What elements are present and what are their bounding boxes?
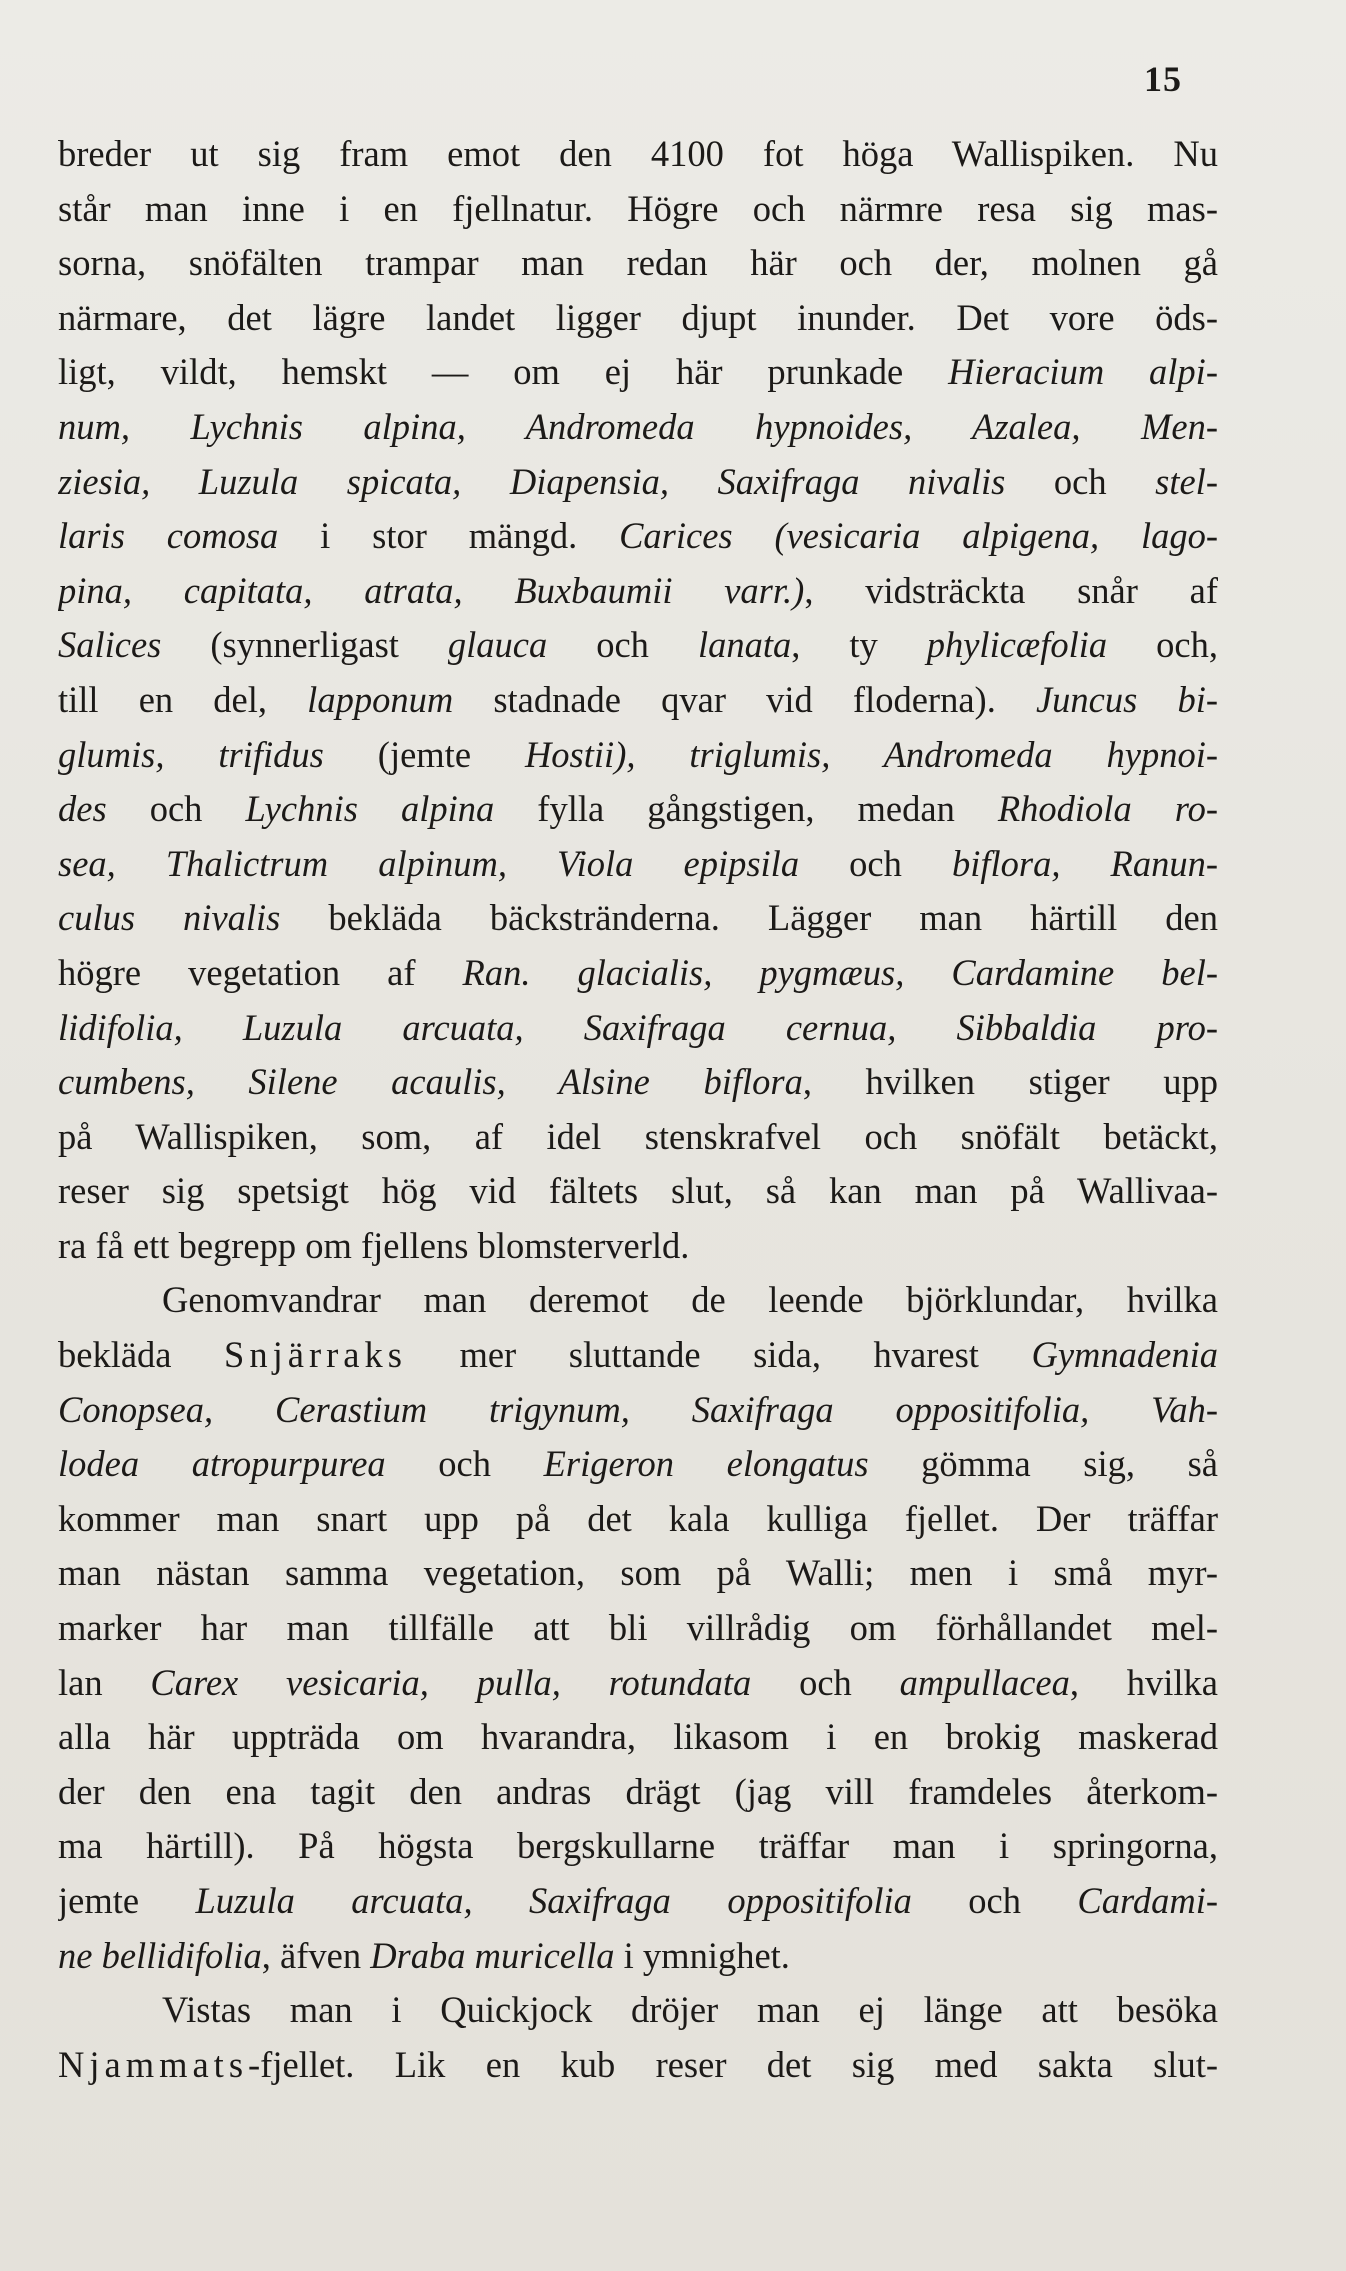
italic-text: Carices (vesicaria alpigena, lago-: [619, 515, 1218, 557]
text-segment: man nästan samma vegetation, som på Walli; men i små myr-: [58, 1552, 1218, 1594]
text-line: [58, 1219, 1218, 1274]
italic-text: Luzula arcuata, Saxifraga oppositifolia: [195, 1880, 912, 1921]
text-line: [58, 1164, 1218, 1219]
text-segment: ma härtill). På högsta bergskullarne träffar man i springorna,: [58, 1825, 1218, 1867]
text-line: [58, 837, 1218, 892]
italic-text: Ran. glacialis, pygmæus, Cardamine bel-: [462, 951, 1218, 993]
italic-text: lidifolia, Luzula arcuata, Saxifraga cernua, Sibbaldia pro-: [58, 1006, 1218, 1048]
text-segment: marker har man tillfälle att bli villrådig om förhållandet mel-: [58, 1607, 1218, 1649]
text-line: [58, 1656, 1218, 1711]
text-line: [58, 1492, 1218, 1547]
text-segment: och: [911, 1880, 1078, 1921]
text-segment: högre vegetation af: [58, 951, 463, 993]
italic-text: laris comosa: [58, 515, 279, 557]
text-segment: till en del,: [58, 678, 308, 720]
text-segment: ligt, vildt, hemskt — om ej här prunkade: [58, 351, 949, 393]
text-segment: mer sluttande sida, hvarest: [406, 1334, 1032, 1376]
text-segment: breder ut sig fram emot den 4100 fot höga Wallispiken. Nu: [58, 133, 1218, 174]
italic-text: Salices: [58, 624, 162, 666]
text-line: [58, 182, 1218, 237]
text-line: [58, 1874, 1218, 1929]
text-line: [58, 1929, 1218, 1984]
text-line: [58, 673, 1218, 728]
text-line: [58, 2038, 1218, 2093]
text-line: [58, 1273, 1218, 1328]
text-segment: närmare, det lägre landet ligger djupt inunder. Det vore öds-: [58, 296, 1218, 338]
spaced-text: Njammats: [58, 2043, 249, 2085]
italic-text: ziesia, Luzula spicata, Diapensia, Saxifraga nivalis: [58, 460, 1006, 502]
text-segment: sorna, snöfälten trampar man redan här och der, molnen gå: [58, 242, 1218, 284]
italic-text: Erigeron elongatus: [543, 1443, 869, 1485]
text-segment: kommer man snart upp på det kala kulliga fjellet. Der träffar: [58, 1497, 1218, 1539]
text-line: [58, 1383, 1218, 1438]
text-segment: ra få ett begrepp om fjellens blomsterverld.: [58, 1224, 690, 1266]
text-segment: Vistas man i Quickjock dröjer man ej länge att besöka: [162, 1989, 1218, 2031]
text-line: [58, 1765, 1218, 1820]
text-segment: alla här uppträda om hvarandra, likasom i en brokig maskerad: [58, 1716, 1218, 1758]
body-text: [58, 127, 1218, 2092]
text-segment: reser sig spetsigt hög vid fältets slut, så kan man på Wallivaa-: [58, 1170, 1218, 1212]
text-line: [58, 291, 1218, 346]
italic-text: cumbens, Silene acaulis, Alsine biflora: [58, 1061, 803, 1103]
italic-text: Conopsea, Cerastium trigynum, Saxifraga oppositifolia, Vah-: [58, 1388, 1218, 1430]
text-segment: stadnade qvar vid floderna).: [453, 678, 1036, 720]
italic-text: stel-: [1155, 460, 1218, 502]
text-line: [58, 1437, 1218, 1492]
text-segment: (synnerligast: [161, 624, 448, 666]
text-line: [58, 455, 1218, 510]
italic-text: Rhodiola ro-: [997, 788, 1218, 830]
text-segment: (jemte: [323, 733, 525, 775]
italic-text: num, Lychnis alpina, Andromeda hypnoides, Azalea, Men-: [58, 405, 1218, 447]
text-segment: och,: [1107, 624, 1218, 666]
text-line: [58, 728, 1218, 783]
italic-text: des: [58, 788, 107, 830]
italic-text: Juncus bi-: [1035, 678, 1218, 720]
italic-text: culus nivalis: [58, 897, 281, 939]
italic-text: Cardami-: [1077, 1880, 1218, 1921]
page-number: 15: [1144, 59, 1182, 99]
text-segment: på Wallispiken, som, af idel stenskrafvel och snöfält betäckt,: [58, 1115, 1218, 1157]
text-segment: , hvilka: [1069, 1661, 1218, 1703]
text-line: [58, 1001, 1218, 1056]
italic-text: lodea atropurpurea: [58, 1443, 386, 1485]
text-segment: , vidsträckta snår af: [804, 569, 1218, 611]
italic-text: lapponum: [307, 678, 454, 720]
text-segment: och: [751, 1661, 900, 1703]
text-line: [58, 236, 1218, 291]
text-line: [58, 1819, 1218, 1874]
text-segment: och: [385, 1443, 544, 1485]
text-segment: gömma sig, så: [868, 1443, 1218, 1485]
text-segment: i ymnighet.: [614, 1934, 790, 1976]
italic-text: Lychnis alpina: [245, 788, 495, 830]
text-segment: och: [547, 624, 698, 666]
italic-text: sea, Thalictrum alpinum, Viola epipsila: [58, 842, 800, 884]
text-line: [58, 946, 1218, 1001]
text-line: [58, 1710, 1218, 1765]
italic-text: Carex vesicaria, pulla, rotundata: [150, 1661, 752, 1703]
text-line: [58, 1328, 1218, 1383]
text-line: [58, 618, 1218, 673]
italic-text: Gymnadenia: [1031, 1334, 1218, 1376]
text-segment: och: [106, 788, 246, 830]
text-segment: bekläda: [58, 1334, 225, 1376]
text-line: [58, 1983, 1218, 2038]
text-line: [58, 891, 1218, 946]
text-segment: , hvilken stiger upp: [802, 1061, 1218, 1103]
italic-text: lanata: [697, 624, 792, 666]
text-segment: fylla gångstigen, medan: [494, 788, 998, 830]
text-segment: och: [1005, 460, 1156, 502]
text-line: [58, 564, 1218, 619]
text-segment: jemte: [58, 1880, 196, 1921]
text-line: [58, 782, 1218, 837]
text-line: [58, 1601, 1218, 1656]
italic-text: Hieracium alpi-: [948, 351, 1218, 393]
text-segment: står man inne i en fjellnatur. Högre och närmre resa sig mas-: [58, 187, 1218, 229]
text-segment: och: [799, 842, 952, 884]
text-line: [58, 345, 1218, 400]
text-segment: , äfven: [261, 1934, 371, 1976]
text-line: [58, 1055, 1218, 1110]
text-line: [58, 1110, 1218, 1165]
italic-text: Draba muricella: [370, 1934, 615, 1976]
italic-text: Hostii), triglumis, Andromeda hypnoi-: [524, 733, 1218, 775]
italic-text: glumis, trifidus: [58, 733, 324, 775]
text-segment: i stor mängd.: [278, 515, 620, 557]
text-segment: Genomvandrar man deremot de leende björklundar, hvilka: [162, 1279, 1218, 1321]
text-line: [58, 127, 1218, 182]
text-segment: der den ena tagit den andras drägt (jag vill framdeles återkom-: [58, 1770, 1218, 1812]
text-segment: lan: [58, 1661, 151, 1703]
text-line: [58, 1546, 1218, 1601]
text-line: [58, 400, 1218, 455]
text-segment: bekläda bäckstränderna. Lägger man härtill den: [280, 897, 1218, 939]
italic-text: pina, capitata, atrata, Buxbaumii varr.): [58, 569, 805, 611]
text-segment: -fjellet. Lik en kub reser det sig med sakta slut-: [248, 2043, 1218, 2085]
italic-text: phylicæfolia: [926, 624, 1108, 666]
italic-text: biflora, Ranun-: [951, 842, 1218, 884]
text-line: [58, 509, 1218, 564]
italic-text: glauca: [447, 624, 548, 666]
italic-text: ne bellidifolia: [58, 1934, 262, 1976]
italic-text: ampullacea: [899, 1661, 1070, 1703]
spaced-text: Snjärraks: [224, 1334, 407, 1376]
text-segment: , ty: [791, 624, 927, 666]
